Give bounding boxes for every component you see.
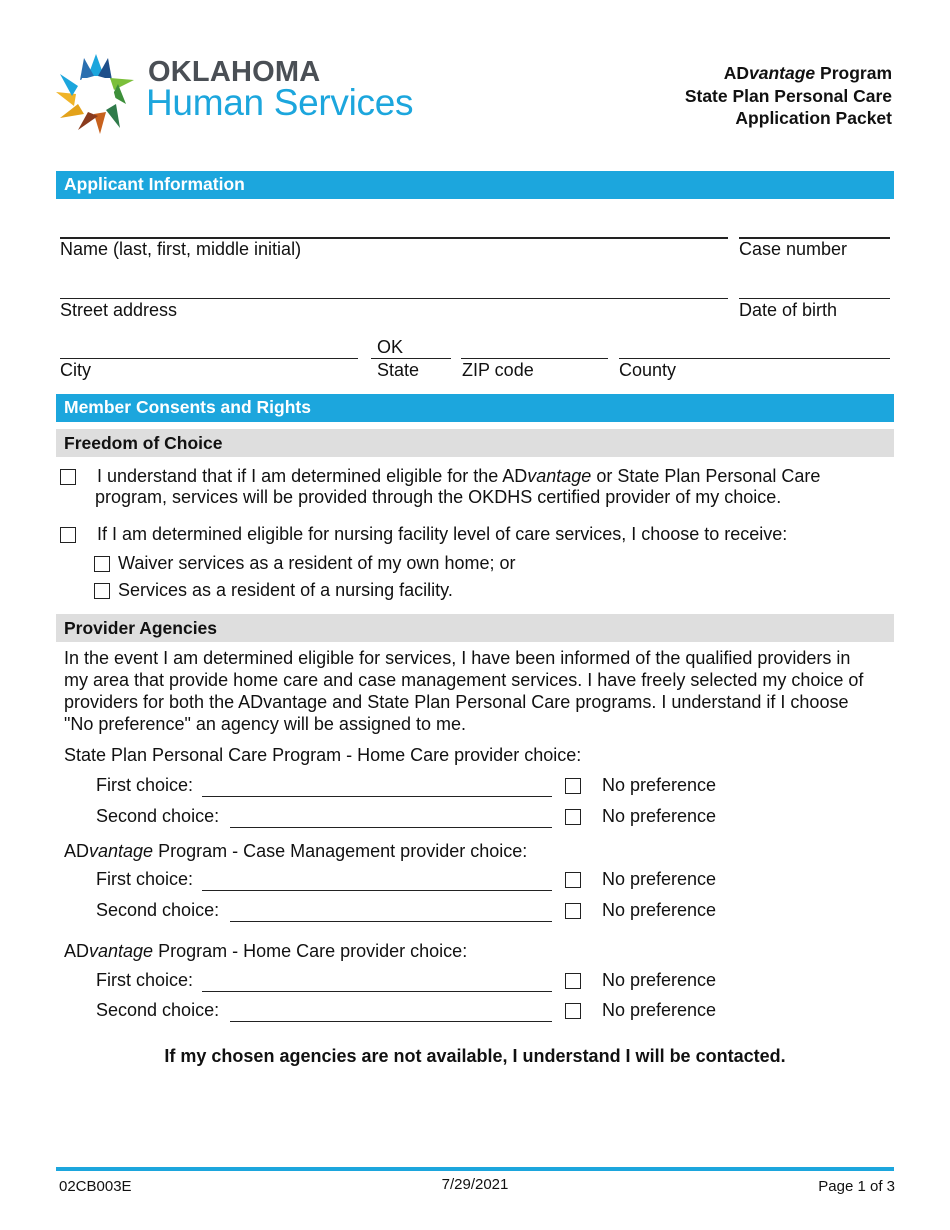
county-label: County <box>619 360 677 380</box>
second-choice-label: Second choice: <box>96 900 220 920</box>
advantage-home-care-first-choice-field[interactable] <box>202 991 552 992</box>
name-label: Name (last, first, middle initial) <box>60 239 302 259</box>
case-number-label: Case number <box>739 239 848 259</box>
state-value: OK <box>377 337 404 357</box>
nursing-facility-services-label: Services as a resident of a nursing facility. <box>118 580 453 600</box>
waiver-services-label: Waiver services as a resident of my own home; or <box>118 553 516 573</box>
city-field[interactable] <box>60 358 358 359</box>
freedom-of-choice-checkbox[interactable] <box>60 469 76 485</box>
title-line3: Application Packet <box>735 108 892 128</box>
title-line2: State Plan Personal Care <box>684 85 892 106</box>
form-date: 7/29/2021 <box>441 1176 509 1193</box>
street-address-label: Street address <box>60 300 178 320</box>
no-preference-label: No preference <box>602 900 717 920</box>
applicant-information-header: Applicant Information <box>56 171 894 199</box>
case-management-second-no-preference-checkbox[interactable] <box>565 903 581 919</box>
no-preference-label: No preference <box>602 970 717 990</box>
first-choice-label: First choice: <box>96 775 194 795</box>
oklahoma-human-services-logo <box>56 52 446 138</box>
advantage-case-management-heading: ADvantage Program - Case Management provider choice: <box>64 841 528 861</box>
closing-statement: If my chosen agencies are not available, I understand I will be contacted. <box>164 1046 786 1066</box>
advantage-home-care-second-choice-field[interactable] <box>230 1021 552 1022</box>
title-line1: ADvantage Program <box>723 63 892 83</box>
document-title <box>685 62 892 130</box>
no-preference-label: No preference <box>602 869 717 889</box>
first-choice-label: First choice: <box>96 970 194 990</box>
provider-intro-line2: my area that provide home care and case management services. I have freely selected my choice of <box>64 670 864 690</box>
zip-code-label: ZIP code <box>462 360 534 380</box>
no-preference-label: No preference <box>602 806 717 826</box>
case-management-first-choice-field[interactable] <box>202 890 552 891</box>
zip-code-field[interactable] <box>461 358 608 359</box>
first-choice-label: First choice: <box>96 869 194 889</box>
nursing-facility-checkbox[interactable] <box>60 527 76 543</box>
street-address-field[interactable] <box>60 298 728 299</box>
logo-org-line2: Human Services <box>146 82 414 123</box>
no-preference-label: No preference <box>602 1000 717 1020</box>
date-of-birth-label: Date of birth <box>739 300 838 320</box>
advantage-home-care-second-no-preference-checkbox[interactable] <box>565 1003 581 1019</box>
no-preference-label: No preference <box>602 775 717 795</box>
second-choice-label: Second choice: <box>96 806 220 826</box>
date-of-birth-field[interactable] <box>739 298 890 299</box>
freedom-of-choice-header: Freedom of Choice <box>56 429 894 457</box>
state-plan-home-care-heading: State Plan Personal Care Program - Home Care provider choice: <box>64 745 582 765</box>
second-choice-label: Second choice: <box>96 1000 220 1020</box>
member-consents-header: Member Consents and Rights <box>56 394 894 422</box>
nursing-facility-services-checkbox[interactable] <box>94 583 110 599</box>
provider-intro-line4: "No preference" an agency will be assigned to me. <box>64 714 467 734</box>
freedom-of-choice-text-line2: program, services will be provided through the OKDHS certified provider of my choice. <box>95 487 782 507</box>
waiver-services-checkbox[interactable] <box>94 556 110 572</box>
advantage-home-care-heading: ADvantage Program - Home Care provider choice: <box>64 941 468 961</box>
state-label: State <box>377 360 420 380</box>
provider-agencies-header: Provider Agencies <box>56 614 894 642</box>
freedom-of-choice-text-line1: I understand that if I am determined eligible for the ADvantage or State Plan Personal Care <box>97 466 821 486</box>
state-plan-home-care-second-no-preference-checkbox[interactable] <box>565 809 581 825</box>
provider-intro-line1: In the event I am determined eligible for services, I have been informed of the qualified providers in <box>64 648 851 668</box>
city-label: City <box>60 360 91 380</box>
form-code: 02CB003E <box>59 1178 132 1195</box>
footer-rule <box>56 1167 894 1171</box>
case-management-first-no-preference-checkbox[interactable] <box>565 872 581 888</box>
star-logo-icon <box>56 52 138 136</box>
county-field[interactable] <box>619 358 890 359</box>
state-field[interactable] <box>371 358 451 359</box>
state-plan-home-care-first-choice-field[interactable] <box>202 796 552 797</box>
logo-org-line1: OKLAHOMA <box>148 56 321 88</box>
page-number: Page 1 of 3 <box>818 1178 895 1195</box>
advantage-home-care-first-no-preference-checkbox[interactable] <box>565 973 581 989</box>
state-plan-home-care-second-choice-field[interactable] <box>230 827 552 828</box>
provider-intro-line3: providers for both the ADvantage and State Plan Personal Care programs. I understand if I choose <box>64 692 849 712</box>
state-plan-home-care-first-no-preference-checkbox[interactable] <box>565 778 581 794</box>
case-management-second-choice-field[interactable] <box>230 921 552 922</box>
nursing-facility-text: If I am determined eligible for nursing facility level of care services, I choose to receive: <box>97 524 788 544</box>
